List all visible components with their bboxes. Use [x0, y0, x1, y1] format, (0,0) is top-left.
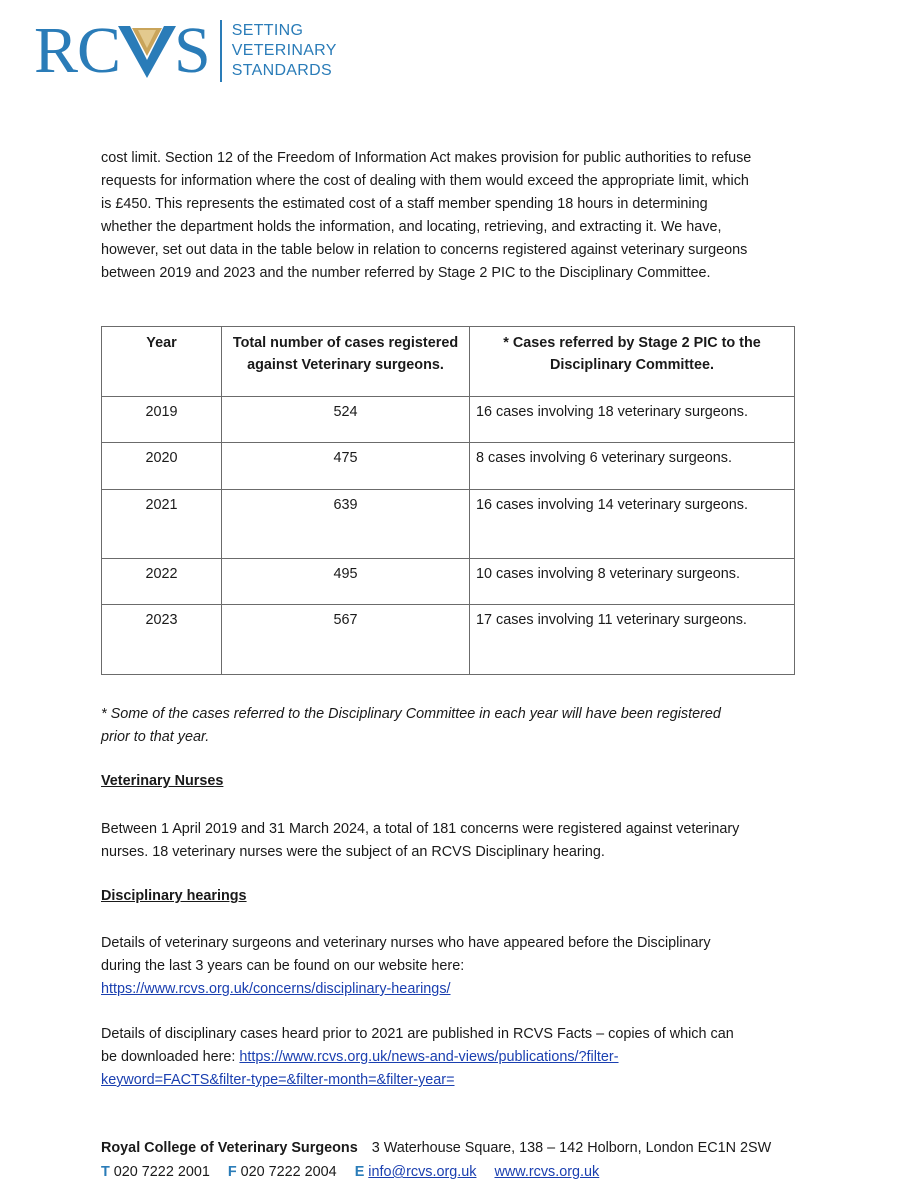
rcvs-facts-link-continued[interactable]: keyword=FACTS&filter-type=&filter-month=&filter-year=	[101, 1072, 455, 1088]
disciplinary-hearings-paragraph	[101, 932, 801, 1001]
header-total-cases: Total number of cases registered against Veterinary surgeons.	[222, 327, 470, 397]
cell-year: 2019	[102, 397, 222, 443]
intro-line: is £450. This represents the estimated cost of a staff member spending 18 hours in determining	[101, 196, 708, 212]
intro-line: between 2019 and 2023 and the number referred by Stage 2 PIC to the Disciplinary Committee.	[101, 265, 711, 281]
veterinary-nurses-paragraph	[101, 818, 801, 864]
intro-line: cost limit. Section 12 of the Freedom of Information Act makes provision for public authorities to refuse	[101, 150, 752, 166]
logo-divider	[220, 20, 222, 82]
intro-line: requests for information where the cost of dealing with them would exceed the appropriate limit, which	[101, 173, 749, 189]
cell-year: 2020	[102, 443, 222, 490]
table-row	[102, 490, 795, 559]
paragraph-line: Details of disciplinary cases heard prior to 2021 are published in RCVS Facts – copies of which can	[101, 1026, 734, 1042]
cell-year: 2022	[102, 559, 222, 605]
intro-line: however, set out data in the table below in relation to concerns registered against veterinary surgeons	[101, 242, 748, 258]
logo-v-shield-icon	[116, 22, 178, 80]
intro-line: whether the department holds the information, and locating, retrieving, and extracting it. We have,	[101, 219, 722, 235]
cell-referred: 17 cases involving 11 veterinary surgeons.	[470, 605, 795, 675]
footer-email-label: E	[354, 1164, 365, 1180]
footer-fax: 020 7222 2004	[240, 1164, 337, 1180]
paragraph-line: Details of veterinary surgeons and veterinary nurses who have appeared before the Disciplinary	[101, 935, 711, 951]
table-row	[102, 559, 795, 605]
table-row	[102, 397, 795, 443]
footer-phone-label: T	[101, 1164, 110, 1180]
rcvs-facts-link[interactable]: https://www.rcvs.org.uk/news-and-views/publications/?filter-	[239, 1049, 619, 1065]
footer-address: 3 Waterhouse Square, 138 – 142 Holborn, London EC1N 2SW	[371, 1140, 772, 1156]
tagline-line: SETTING	[231, 22, 304, 39]
cell-total: 475	[222, 443, 470, 490]
cell-referred: 8 cases involving 6 veterinary surgeons.	[470, 443, 795, 490]
footer-fax-label: F	[227, 1164, 237, 1180]
footnote-line: * Some of the cases referred to the Disciplinary Committee in each year will have been registered	[101, 706, 721, 722]
table-header-row	[102, 327, 795, 397]
cell-total: 495	[222, 559, 470, 605]
cell-total: 639	[222, 490, 470, 559]
paragraph-line: during the last 3 years can be found on our website here:	[101, 958, 465, 974]
cell-total: 524	[222, 397, 470, 443]
paragraph-line: nurses. 18 veterinary nurses were the subject of an RCVS Disciplinary hearing.	[101, 844, 605, 860]
footer-org-name: Royal College of Veterinary Surgeons	[101, 1140, 358, 1156]
paragraph-line-prefix: be downloaded here:	[101, 1049, 240, 1065]
table-row	[102, 443, 795, 490]
footer-phone: 020 7222 2001	[113, 1164, 210, 1180]
logo-tagline	[232, 21, 337, 81]
footer-website-link[interactable]: www.rcvs.org.uk	[494, 1164, 600, 1180]
cell-year: 2021	[102, 490, 222, 559]
cases-table	[101, 326, 795, 675]
cell-referred: 10 cases involving 8 veterinary surgeons.	[470, 559, 795, 605]
disciplinary-hearings-link[interactable]: https://www.rcvs.org.uk/concerns/disciplinary-hearings/	[101, 981, 451, 997]
intro-paragraph	[101, 147, 801, 285]
logo-wordmark	[34, 14, 210, 87]
disciplinary-hearings-heading: Disciplinary hearings	[101, 888, 247, 904]
footnote-line: prior to that year.	[101, 729, 210, 745]
cell-referred: 16 cases involving 14 veterinary surgeons.	[470, 490, 795, 559]
table-footnote	[101, 703, 801, 749]
logo-text-s: S	[174, 14, 210, 87]
logo-text-rc: RC	[34, 14, 121, 87]
tagline-line: VETERINARY	[231, 42, 337, 59]
cell-year: 2023	[102, 605, 222, 675]
tagline-line: STANDARDS	[231, 62, 332, 79]
cell-referred: 16 cases involving 18 veterinary surgeons.	[470, 397, 795, 443]
header-cases-referred: * Cases referred by Stage 2 PIC to the Disciplinary Committee.	[470, 327, 795, 397]
rcvs-facts-paragraph	[101, 1023, 801, 1092]
veterinary-nurses-heading: Veterinary Nurses	[101, 773, 224, 789]
footer-email-link[interactable]: info@rcvs.org.uk	[368, 1164, 477, 1180]
rcvs-logo	[34, 16, 337, 86]
paragraph-line: Between 1 April 2019 and 31 March 2024, a total of 181 concerns were registered against veterinary	[101, 821, 740, 837]
page-footer	[101, 1136, 881, 1184]
header-year: Year	[102, 327, 222, 397]
cell-total: 567	[222, 605, 470, 675]
table-row	[102, 605, 795, 675]
